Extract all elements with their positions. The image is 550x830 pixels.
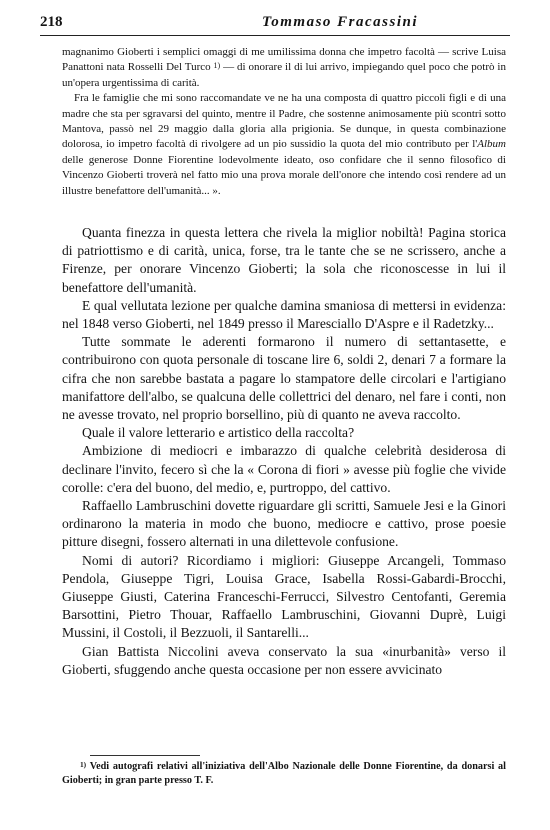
body-paragraph: Gian Battista Niccolini aveva conservato la sua «inurbanità» verso il Gioberti, sfuggendo anche questa occasione per non essere avvicinato [62,643,506,677]
footnote-rule [90,755,200,756]
body-paragraph: Nomi di autori? Ricordiamo i migliori: Giuseppe Arcangeli, Tommaso Pendola, Giuseppe Tigri, Louisa Grace, Isabella Rossi-Gabardi-Brocchi, Giuseppe Giusti, Caterina Franceschi-Ferrucci, Silvestro Centofanti, Geremia Barsottini, Pietro Thouar, Raffaello Lambruschini, Giovanni Duprè, Luigi Mussini, il Costoli, il Bezzuoli, il Santarelli... [62,552,506,641]
body-text [62,224,506,679]
body-paragraph: Tutte sommate le aderenti formarono il numero di settantasette, e contribuirono con quota personale di toscane lire 6, soldi 2, denari 7 a formare la cifra che non sarebbe bastata a pagare lo stampatore delle circolari e l'artigiano manifattore dell'albo, se qualcuna delle collettrici del denaro, nel fare i conti, non ne avesse trovato, nel proprio borsellino, più di quanto ne aveva raccolto. [62,334,506,423]
body-paragraph: E qual vellutata lezione per qualche damina smaniosa di mettersi in evidenza: nel 1848 verso Gioberti, nel 1849 presso il Maresciallo D'Aspre e il Radetzky... [62,297,506,332]
footnote [62,760,506,788]
quoted-letter [62,45,506,199]
quote-text: delle generose Donne Fiorentine lodevolmente ideato, oso confidare che il senno filosofico di Vincenzo Gioberti troverà nel fatto mio una prova morale dell'onore che intendo così rendere ad un illustre benefattore dell'umanità... ». [62,153,506,197]
header-rule [40,35,510,36]
body-paragraph: Quale il valore letterario e artistico della raccolta? [82,425,355,441]
quote-paragraph [62,91,506,199]
body-paragraph: Quanta finezza in questa lettera che rivela la miglior nobiltà! Pagina storica di patriottismo e di carità, unica, forse, tra le tante che se ne scrissero, anche a Firenze, per onorare Vincenzo Gioberti; la sola che riconoscesse in lui il benefattore dell'umanità. [62,225,506,295]
quote-text: — di onorare il di lui arrivo, impiegando quel poco che potrò in un'opera urgentissima di carità. [62,61,506,89]
body-paragraph: Raffaello Lambruschini dovette riguardare gli scritti, Samuele Jesi e la Ginori ordinarono la materia in modo che buono, mediocre e cattivo, prose poesie pitture disegni, fossero alternati in una dilettevole confusione. [62,498,506,550]
page-header [40,14,510,36]
quote-paragraph [62,45,506,91]
footnote-text: Vedi autografi relativi all'iniziativa dell'Albo Nazionale delle Donne Fiorentine, da donarsi al Gioberti; in gran parte presso T. F. [62,761,506,786]
quote-text: magnanimo Gioberti i semplici omaggi di me umilissima donna che impetro facoltà — scrive Luisa Panattoni nata Rosselli Del Turco [62,46,506,74]
quote-text: Fra le famiglie che mi sono raccomandate ve ne ha una composta di quattro piccoli figli e di una madre che sta per sgravarsi del quinto, mentre il Padre, che sostenne animosamente più scontri sotto Mantova, passò nel 29 maggio dalla gloria alla prigionia. Se dunque, in questa combinazione dolorosa, io impetro facoltà di rivolgere ad un pio sussidio la quota del mio contributo per l' [62,92,506,151]
running-head: Tommaso Fracassini [261,14,419,30]
album-title: Album [477,138,506,151]
body-paragraph: Ambizione di mediocri e imbarazzo di qualche celebrità desiderosa di declinare l'invito, fecero sì che la « Corona di fiori » avesse più foglie che vivide corolle: c'era del buono, del medio, e, purtroppo, del cattivo. [62,443,506,495]
footnote-mark: 1) [80,760,87,769]
page-number: 218 [40,14,63,30]
footnote-reference: 1) [213,61,221,71]
